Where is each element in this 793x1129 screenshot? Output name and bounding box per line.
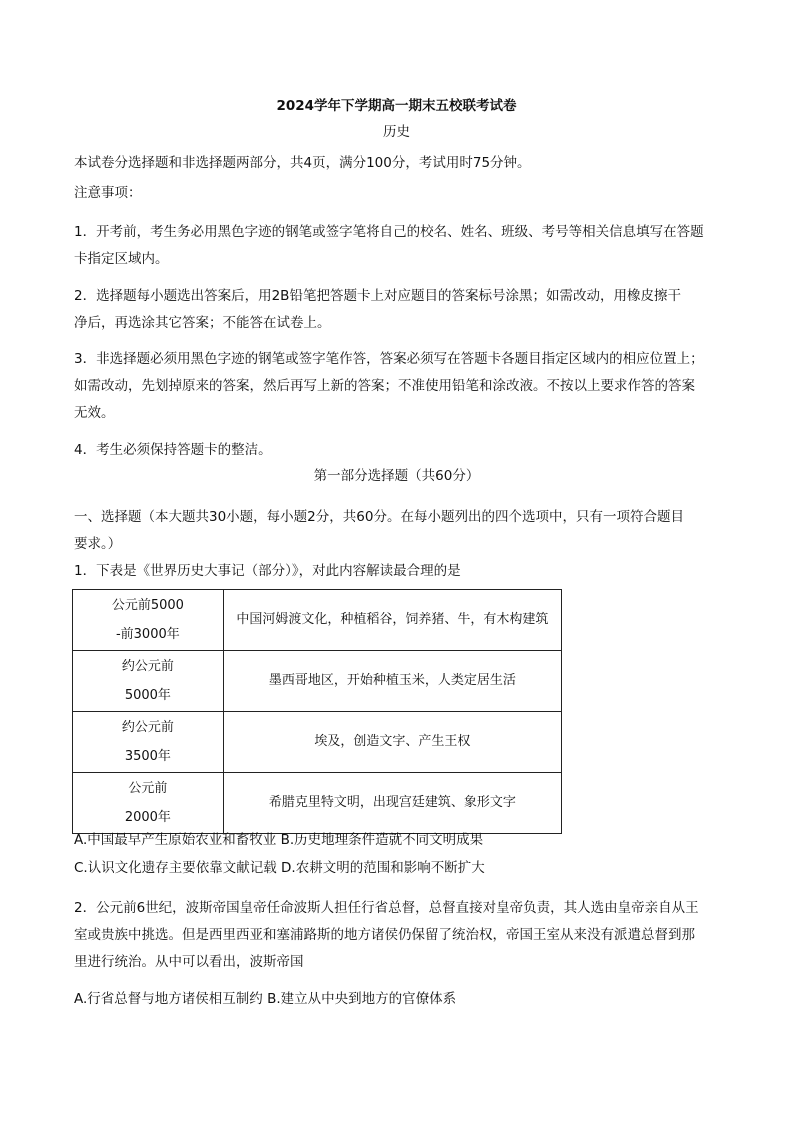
date-line-1: 公元前5000 [111, 598, 184, 613]
part1-heading: 第一部分选择题（共60分） [313, 468, 480, 484]
question-2-options-ab: A.行省总督与地方诸侯相互制约 B.建立从中央到地方的官僚体系 [74, 991, 457, 1007]
table-cell-date [73, 712, 224, 773]
question-1-options-cd: C.认识文化遗存主要依靠文献记载 D.农耕文明的范围和影响不断扩大 [74, 860, 485, 876]
table-cell-event: 希腊克里特文明，出现宫廷建筑、象形文字 [223, 773, 561, 834]
table-cell-event: 埃及，创造文字、产生王权 [223, 712, 561, 773]
date-line-2: 2000年 [124, 810, 171, 825]
table-row [73, 651, 562, 712]
question-1-options-ab: A.中国最早产生原始农业和畜牧业 B.历史地理条件造就不同文明成果 [74, 832, 484, 848]
note-2-line-2: 净后，再选涂其它答案；不能答在试卷上。 [74, 315, 331, 331]
date-line-1: 约公元前 [121, 720, 174, 735]
date-line-2: 5000年 [124, 688, 171, 703]
question-1-stem: 1．下表是《世界历史大事记（部分）》，对此内容解读最合理的是 [74, 563, 461, 579]
question-2-line-1: 2．公元前6世纪，波斯帝国皇帝任命波斯人担任行省总督，总督直接对皇帝负责，其人选由皇帝亲自从王 [74, 900, 699, 916]
table-cell-event: 中国河姆渡文化，种植稻谷，饲养猪、牛，有木构建筑 [223, 590, 561, 651]
note-1-line-2: 卡指定区域内。 [74, 251, 169, 267]
date-line-2: 3500年 [124, 749, 171, 764]
section1-line-2: 要求。） [74, 536, 122, 552]
intro-text: 本试卷分选择题和非选择题两部分，共4页，满分100分，考试用时75分钟。 [74, 155, 531, 171]
table-row [73, 773, 562, 834]
table-row [73, 712, 562, 773]
date-line-2: -前3000年 [115, 627, 180, 642]
table-cell-date [73, 651, 224, 712]
note-2-line-1: 2．选择题每小题选出答案后，用2B铅笔把答题卡上对应题目的答案标号涂黑；如需改动，用橡皮擦干 [74, 288, 681, 304]
question-2-line-3: 里进行统治。从中可以看出，波斯帝国 [74, 954, 304, 970]
notes-heading: 注意事项： [74, 185, 142, 201]
note-3-line-1: 3．非选择题必须用黑色字迹的钢笔或签字笔作答，答案必须写在答题卡各题目指定区域内的相应位置上； [74, 351, 704, 367]
table-cell-date [73, 590, 224, 651]
note-3-line-3: 无效。 [74, 405, 115, 421]
table-row [73, 590, 562, 651]
note-1-line-1: 1．开考前，考生务必用黑色字迹的钢笔或签字笔将自己的校名、姓名、班级、考号等相关信息填写在答题 [74, 224, 704, 240]
history-events-table [72, 589, 562, 834]
note-4-line-1: 4．考生必须保持答题卡的整洁。 [74, 442, 272, 458]
date-line-1: 公元前 [128, 781, 168, 796]
note-3-line-2: 如需改动，先划掉原来的答案，然后再写上新的答案；不准使用铅笔和涂改液。不按以上要求作答的答案 [74, 378, 695, 394]
question-2-line-2: 室或贵族中挑选。但是西里西亚和塞浦路斯的地方诸侯仍保留了统治权，帝国王室从来没有派遣总督到那 [74, 927, 695, 943]
table-cell-date [73, 773, 224, 834]
date-line-1: 约公元前 [121, 659, 174, 674]
section1-line-1: 一、选择题（本大题共30小题，每小题2分，共60分。在每小题列出的四个选项中，只有一项符合题目 [74, 509, 684, 525]
subject-title: 历史 [383, 124, 410, 140]
exam-title: 2024学年下学期高一期末五校联考试卷 [276, 98, 517, 114]
table-cell-event: 墨西哥地区，开始种植玉米，人类定居生活 [223, 651, 561, 712]
